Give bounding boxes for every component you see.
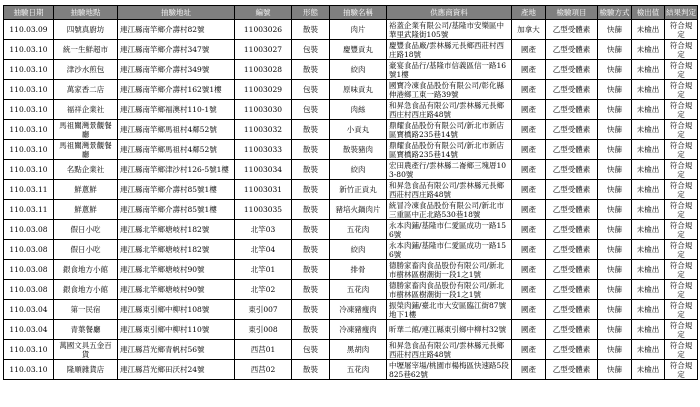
- table-cell: 110.03.10: [4, 40, 54, 60]
- table-cell: 永本肉鋪/基隆市仁愛區成功一路156號: [387, 240, 512, 260]
- table-cell: 連江縣南竿鄉介壽村82號: [118, 20, 235, 40]
- table-row: [4, 60, 698, 80]
- column-header: 編號: [235, 6, 292, 20]
- table-cell: 五花肉: [330, 220, 387, 240]
- table-cell: 國產: [512, 240, 546, 260]
- column-header: 結果判定: [665, 6, 698, 20]
- table-cell: 絞肉: [330, 60, 387, 80]
- table-cell: 乙型受體素: [546, 140, 598, 160]
- table-cell: 連江縣北竿鄉塘岐村90號: [118, 260, 235, 280]
- table-cell: 符合規定: [665, 320, 698, 340]
- table-cell: 國產: [512, 320, 546, 340]
- table-cell: 國產: [512, 180, 546, 200]
- column-header: 抽驗日期: [4, 6, 54, 20]
- table-cell: 未檢出: [632, 140, 665, 160]
- inspection-table: [3, 5, 698, 380]
- table-cell: 未檢出: [632, 320, 665, 340]
- table-cell: 國產: [512, 160, 546, 180]
- table-cell: 連江縣南竿鄉介壽村349號: [118, 60, 235, 80]
- column-header: 抽驗地點: [54, 6, 118, 20]
- table-cell: 符合規定: [665, 120, 698, 140]
- table-cell: 110.03.10: [4, 160, 54, 180]
- table-cell: 符合規定: [665, 360, 698, 380]
- table-cell: 散裝: [292, 60, 330, 80]
- table-cell: 散裝: [292, 140, 330, 160]
- table-cell: 連江縣南竿鄉介壽村85號1樓: [118, 200, 235, 220]
- table-cell: 未檢出: [632, 360, 665, 380]
- table-cell: 符合規定: [665, 40, 698, 60]
- table-cell: 110.03.04: [4, 300, 54, 320]
- table-row: [4, 160, 698, 180]
- table-cell: 乙型受體素: [546, 340, 598, 360]
- table-cell: 北竿04: [235, 240, 292, 260]
- table-cell: 銀食地方小館: [54, 260, 118, 280]
- table-cell: 未檢出: [632, 200, 665, 220]
- column-header: 檢驗方式: [598, 6, 632, 20]
- table-cell: 未檢出: [632, 240, 665, 260]
- table-cell: 符合規定: [665, 240, 698, 260]
- table-cell: 110.03.08: [4, 220, 54, 240]
- table-cell: 鼎耀食品股份有限公司/新北市新店區寶橋路235巷14號: [387, 140, 512, 160]
- table-cell: 宏田農產行/雲林縣二崙鄉三塊厝103-80號: [387, 160, 512, 180]
- table-cell: 乙型受體素: [546, 320, 598, 340]
- table-cell: 冷凍豬瘦肉: [330, 320, 387, 340]
- table-cell: 第一民宿: [54, 300, 118, 320]
- table-cell: 110.03.09: [4, 20, 54, 40]
- table-cell: 快篩: [598, 280, 632, 300]
- table-row: [4, 360, 698, 380]
- table-cell: 符合規定: [665, 200, 698, 220]
- table-cell: 原味貢丸: [330, 80, 387, 100]
- table-cell: 乙型受體素: [546, 360, 598, 380]
- column-header: 抽驗名稱: [330, 6, 387, 20]
- table-cell: 散裝: [292, 240, 330, 260]
- table-cell: 11003031: [235, 180, 292, 200]
- table-cell: 符合規定: [665, 300, 698, 320]
- table-cell: 乙型受體素: [546, 100, 598, 120]
- table-cell: 昕華二館/連江縣東引鄉中柳村32號: [387, 320, 512, 340]
- table-cell: 乙型受體素: [546, 40, 598, 60]
- table-cell: 符合規定: [665, 60, 698, 80]
- table-cell: 永本肉鋪/基隆市仁愛區成功一路156號: [387, 220, 512, 240]
- table-cell: 110.03.10: [4, 80, 54, 100]
- table-cell: 五花肉: [330, 360, 387, 380]
- table-cell: 國產: [512, 260, 546, 280]
- table-cell: 110.03.08: [4, 240, 54, 260]
- table-cell: 西莒02: [235, 360, 292, 380]
- table-cell: 包裝: [292, 40, 330, 60]
- table-cell: 排骨: [330, 260, 387, 280]
- table-cell: 德勝家畜肉食品股份有限公司/新北市樹林區樹潮街一段1之1號: [387, 280, 512, 300]
- table-cell: 連江縣北竿鄉塘岐村182號: [118, 240, 235, 260]
- table-cell: 乙型受體素: [546, 260, 598, 280]
- table-cell: 裕蓋企業有限公司/基隆市安樂區中華里武隆街105號: [387, 20, 512, 40]
- inspection-table-container: [3, 5, 697, 380]
- table-cell: 國產: [512, 80, 546, 100]
- table-cell: 符合規定: [665, 100, 698, 120]
- table-cell: 豬培火鍋肉片: [330, 200, 387, 220]
- table-row: [4, 180, 698, 200]
- table-cell: 符合規定: [665, 80, 698, 100]
- table-cell: 散裝: [292, 280, 330, 300]
- table-row: [4, 240, 698, 260]
- table-cell: 乙型受體素: [546, 240, 598, 260]
- table-cell: 鮮蔥鮮: [54, 200, 118, 220]
- table-cell: 連江縣南竿鄉介壽村347號: [118, 40, 235, 60]
- table-cell: 未檢出: [632, 300, 665, 320]
- table-cell: 散裝: [292, 120, 330, 140]
- table-cell: 隆順雜貨店: [54, 360, 118, 380]
- table-cell: 萬家香二店: [54, 80, 118, 100]
- table-cell: 未檢出: [632, 180, 665, 200]
- table-cell: 和昇急食品有限公司/雲林縣元長鄉西莊村西庄路48號: [387, 340, 512, 360]
- table-cell: 110.03.10: [4, 100, 54, 120]
- table-row: [4, 20, 698, 40]
- table-cell: 慶豐食品廠/雲林縣元長鄉西莊村西庄路18號: [387, 40, 512, 60]
- table-cell: 四號真廚坊: [54, 20, 118, 40]
- table-cell: 德勝家畜肉食品股份有限公司/新北市樹林區樹潮街一段1之1號: [387, 260, 512, 280]
- table-cell: 國產: [512, 280, 546, 300]
- table-cell: 11003034: [235, 160, 292, 180]
- table-cell: 國產: [512, 200, 546, 220]
- table-cell: 110.03.08: [4, 280, 54, 300]
- table-cell: 110.03.04: [4, 320, 54, 340]
- table-cell: 北竿02: [235, 280, 292, 300]
- table-cell: 散裝: [292, 160, 330, 180]
- table-cell: 北竿01: [235, 260, 292, 280]
- table-cell: 未檢出: [632, 260, 665, 280]
- table-cell: 110.03.10: [4, 360, 54, 380]
- table-cell: 快篩: [598, 300, 632, 320]
- table-cell: 新竹正貢丸: [330, 180, 387, 200]
- table-row: [4, 80, 698, 100]
- table-cell: 豪宴食品行/基隆市信義區信一路16號1樓: [387, 60, 512, 80]
- table-cell: 散裝豬肉: [330, 140, 387, 160]
- column-header: 供應商資料: [387, 6, 512, 20]
- table-cell: 鮮蔥鮮: [54, 180, 118, 200]
- table-cell: 連江縣南竿鄉福澳村110-1號: [118, 100, 235, 120]
- table-cell: 青葉餐廳: [54, 320, 118, 340]
- table-cell: 11003028: [235, 60, 292, 80]
- column-header: 形態: [292, 6, 330, 20]
- table-cell: 快篩: [598, 100, 632, 120]
- table-cell: 110.03.10: [4, 120, 54, 140]
- table-cell: 連江縣南竿鄉介壽村162號1樓: [118, 80, 235, 100]
- table-cell: 未檢出: [632, 80, 665, 100]
- table-cell: 符合規定: [665, 280, 698, 300]
- table-cell: 包裝: [292, 80, 330, 100]
- table-row: [4, 120, 698, 140]
- table-cell: 散裝: [292, 360, 330, 380]
- table-cell: 110.03.11: [4, 180, 54, 200]
- table-cell: 快篩: [598, 180, 632, 200]
- table-cell: 快篩: [598, 160, 632, 180]
- table-cell: 110.03.11: [4, 200, 54, 220]
- table-cell: 散裝: [292, 320, 330, 340]
- table-cell: 東引007: [235, 300, 292, 320]
- table-cell: 散裝: [292, 20, 330, 40]
- column-header: 產地: [512, 6, 546, 20]
- table-cell: 國產: [512, 100, 546, 120]
- table-cell: 國寶冷凍食品股份有限公司/彰化縣伸港鄉工東一路39號: [387, 80, 512, 100]
- table-cell: 連江縣北竿鄉塘岐村182號: [118, 220, 235, 240]
- table-cell: 振榮肉鋪/臺北市大安區臨江街87號地下1樓: [387, 300, 512, 320]
- table-cell: 快篩: [598, 260, 632, 280]
- table-cell: 中壢屠宰場/桃園市楊梅區快速路5段825巷62號: [387, 360, 512, 380]
- table-cell: 乙型受體素: [546, 180, 598, 200]
- table-cell: 未檢出: [632, 340, 665, 360]
- table-cell: 乙型受體素: [546, 80, 598, 100]
- table-cell: 五花肉: [330, 280, 387, 300]
- table-cell: 快篩: [598, 200, 632, 220]
- table-cell: 散裝: [292, 260, 330, 280]
- table-cell: 名點企業社: [54, 160, 118, 180]
- table-cell: 福祥企業社: [54, 100, 118, 120]
- table-row: [4, 300, 698, 320]
- table-cell: 符合規定: [665, 260, 698, 280]
- table-cell: 11003035: [235, 200, 292, 220]
- table-cell: 110.03.10: [4, 60, 54, 80]
- table-cell: 11003026: [235, 20, 292, 40]
- table-cell: 未檢出: [632, 20, 665, 40]
- table-cell: 馬祖關灣景觀餐廳: [54, 140, 118, 160]
- table-cell: 國產: [512, 220, 546, 240]
- table-cell: 未檢出: [632, 160, 665, 180]
- table-cell: 絞肉: [330, 160, 387, 180]
- table-cell: 快篩: [598, 60, 632, 80]
- table-cell: 國產: [512, 300, 546, 320]
- table-cell: 和昇急食品有限公司/雲林縣元長鄉西莊村西庄路48號: [387, 180, 512, 200]
- table-cell: 快篩: [598, 360, 632, 380]
- table-cell: 散裝: [292, 300, 330, 320]
- table-cell: 11003033: [235, 140, 292, 160]
- table-cell: 110.03.10: [4, 340, 54, 360]
- table-cell: 肉絲: [330, 100, 387, 120]
- table-header: [4, 6, 698, 20]
- table-cell: 銀食地方小館: [54, 280, 118, 300]
- table-cell: 符合規定: [665, 140, 698, 160]
- table-cell: 未檢出: [632, 100, 665, 120]
- table-cell: 慶豐貢丸: [330, 40, 387, 60]
- table-cell: 快篩: [598, 320, 632, 340]
- table-cell: 快篩: [598, 40, 632, 60]
- table-cell: 國產: [512, 140, 546, 160]
- table-cell: 馬祖關灣景觀餐廳: [54, 120, 118, 140]
- table-cell: 連江縣東引鄉中柳村110號: [118, 320, 235, 340]
- table-row: [4, 40, 698, 60]
- table-cell: 絞肉: [330, 240, 387, 260]
- table-body: [4, 20, 698, 380]
- table-cell: 乙型受體素: [546, 280, 598, 300]
- table-row: [4, 140, 698, 160]
- table-cell: 和昇急食品有限公司/雲林縣元長鄉西庄村西庄路48號: [387, 100, 512, 120]
- column-header: 抽驗地址: [118, 6, 235, 20]
- table-cell: 萬國文具五金百貨: [54, 340, 118, 360]
- table-cell: 11003030: [235, 100, 292, 120]
- table-cell: 假日小吃: [54, 220, 118, 240]
- table-row: [4, 220, 698, 240]
- table-cell: 乙型受體素: [546, 120, 598, 140]
- table-cell: 符合規定: [665, 20, 698, 40]
- table-cell: 11003032: [235, 120, 292, 140]
- table-cell: 散裝: [292, 220, 330, 240]
- table-cell: 西莒01: [235, 340, 292, 360]
- header-row: [4, 6, 698, 20]
- table-cell: 鼎耀食品股份有限公司/新北市新店區寶橋路235巷14號: [387, 120, 512, 140]
- table-cell: 乙型受體素: [546, 160, 598, 180]
- table-cell: 符合規定: [665, 180, 698, 200]
- table-cell: 包裝: [292, 340, 330, 360]
- table-cell: 符合規定: [665, 160, 698, 180]
- table-cell: 快篩: [598, 80, 632, 100]
- table-cell: 散裝: [292, 200, 330, 220]
- table-cell: 國產: [512, 360, 546, 380]
- table-cell: 快篩: [598, 120, 632, 140]
- table-row: [4, 320, 698, 340]
- table-cell: 未檢出: [632, 120, 665, 140]
- column-header: 檢驗項目: [546, 6, 598, 20]
- table-cell: 連江縣南竿鄉介壽村85號1樓: [118, 180, 235, 200]
- table-cell: 連江縣北竿鄉塘岐村90號: [118, 280, 235, 300]
- table-cell: 國產: [512, 60, 546, 80]
- table-cell: 連江縣南竿鄉馬祖村4鄰52號: [118, 140, 235, 160]
- table-cell: 連江縣莒光鄉青帆村56號: [118, 340, 235, 360]
- table-cell: 快篩: [598, 240, 632, 260]
- table-cell: 散裝: [292, 180, 330, 200]
- table-cell: 包裝: [292, 100, 330, 120]
- table-cell: 未檢出: [632, 60, 665, 80]
- table-cell: 乙型受體素: [546, 220, 598, 240]
- table-cell: 黑胡肉: [330, 340, 387, 360]
- table-cell: 小貢丸: [330, 120, 387, 140]
- table-cell: 假日小吃: [54, 240, 118, 260]
- table-row: [4, 280, 698, 300]
- table-cell: 符合規定: [665, 340, 698, 360]
- table-cell: 快篩: [598, 140, 632, 160]
- table-cell: 加拿大: [512, 20, 546, 40]
- table-cell: 11003027: [235, 40, 292, 60]
- table-cell: 冷凍豬瘦肉: [330, 300, 387, 320]
- table-cell: 東引008: [235, 320, 292, 340]
- table-cell: 國產: [512, 120, 546, 140]
- table-cell: 符合規定: [665, 220, 698, 240]
- table-row: [4, 260, 698, 280]
- column-header: 檢出值: [632, 6, 665, 20]
- table-cell: 國產: [512, 340, 546, 360]
- table-cell: 110.03.08: [4, 260, 54, 280]
- table-row: [4, 340, 698, 360]
- table-cell: 統冒冷凍食品股份有限公司/新北市三重區中正北路530巷18號: [387, 200, 512, 220]
- table-cell: 快篩: [598, 340, 632, 360]
- table-cell: 110.03.10: [4, 140, 54, 160]
- table-cell: 津沙水煎包: [54, 60, 118, 80]
- table-cell: 連江縣南竿鄉津沙村126-5號1樓: [118, 160, 235, 180]
- table-cell: 快篩: [598, 220, 632, 240]
- table-cell: 連江縣東引鄉中柳村108號: [118, 300, 235, 320]
- table-cell: 北竿03: [235, 220, 292, 240]
- table-cell: 11003029: [235, 80, 292, 100]
- table-cell: 未檢出: [632, 40, 665, 60]
- table-cell: 連江縣莒光鄉田沃村24號: [118, 360, 235, 380]
- table-cell: 乙型受體素: [546, 20, 598, 40]
- table-cell: 連江縣南竿鄉馬祖村4鄰52號: [118, 120, 235, 140]
- table-cell: 快篩: [598, 20, 632, 40]
- table-cell: 未檢出: [632, 220, 665, 240]
- table-cell: 統一生鮮超市: [54, 40, 118, 60]
- table-row: [4, 200, 698, 220]
- table-cell: 肉片: [330, 20, 387, 40]
- table-cell: 國產: [512, 40, 546, 60]
- table-cell: 乙型受體素: [546, 300, 598, 320]
- table-cell: 乙型受體素: [546, 200, 598, 220]
- table-cell: 未檢出: [632, 280, 665, 300]
- table-cell: 乙型受體素: [546, 60, 598, 80]
- table-row: [4, 100, 698, 120]
